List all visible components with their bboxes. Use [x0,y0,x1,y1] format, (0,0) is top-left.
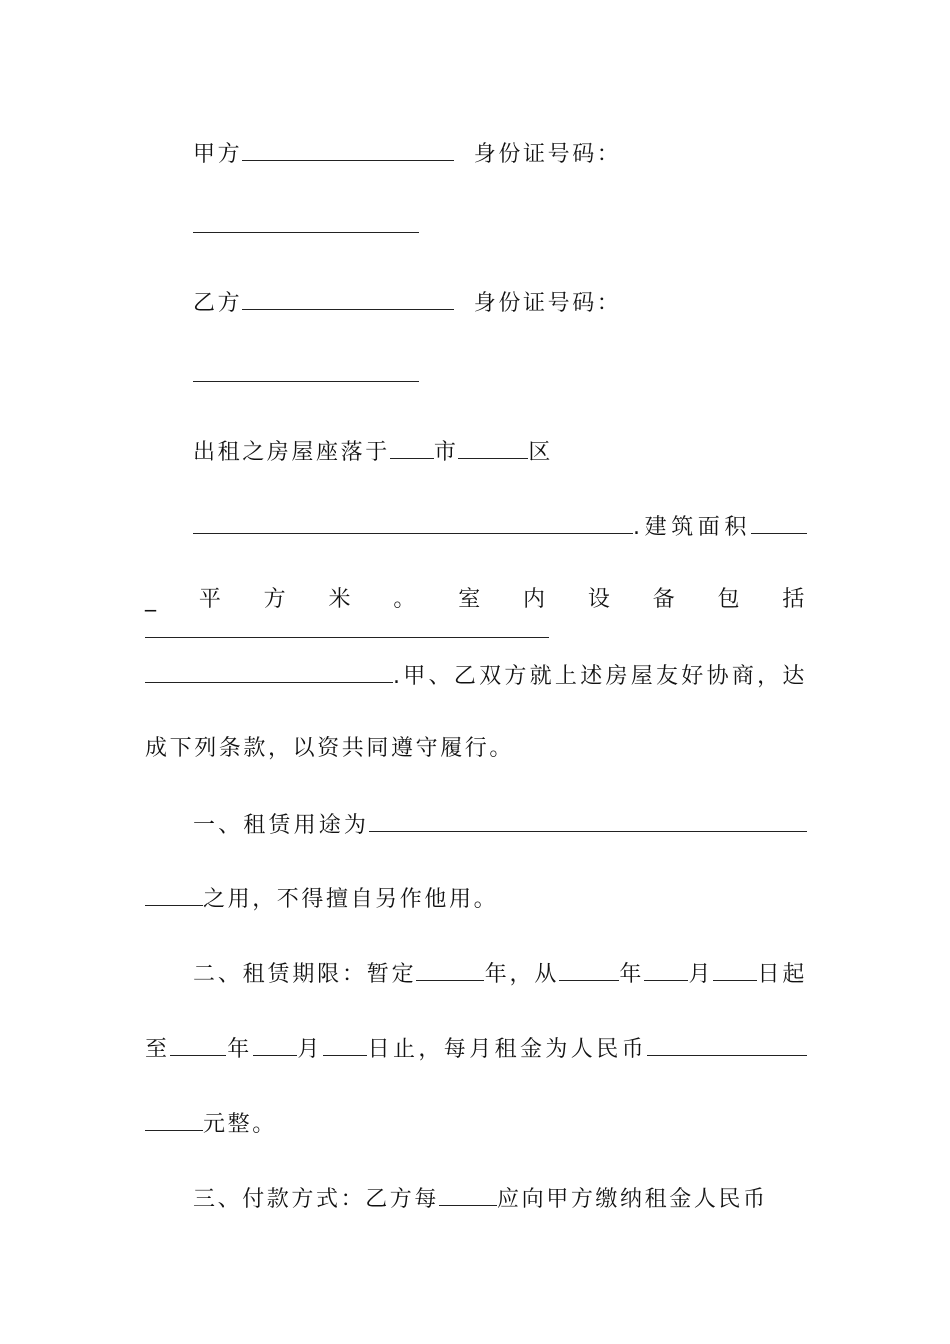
payment-label: 三、付款方式：乙方每 [193,1187,440,1212]
rent-label: 日止，每月租金为人民币 [366,1037,647,1062]
city-blank [390,436,434,459]
rent-end-line [145,1108,807,1140]
address-blank [193,511,633,534]
equipment-blank-cont [145,660,393,683]
end-year-label: 年 [226,1037,253,1062]
party-b-id-line [193,359,807,391]
start-day-label: 日起 [757,962,807,987]
end-to-label: 至 [145,1037,171,1062]
party-a-id-line [193,210,807,242]
purpose-end-line [145,883,807,915]
end-month-label: 月 [296,1037,323,1062]
start-month-blank [644,958,688,981]
address-area-line [193,511,807,543]
rent-line [145,1033,807,1065]
rent-end-text: 元整。 [203,1112,277,1137]
end-day-blank [323,1033,367,1056]
payment-line [193,1183,807,1215]
term-label: 二、租赁期限：暂定 [193,962,417,987]
party-a-id-label: 身份证号码： [473,142,622,167]
party-b-id-blank [193,359,419,382]
agreement-line [145,660,807,692]
party-b-label: 乙方 [193,291,243,316]
equipment-line [145,585,807,647]
start-month-label: 月 [688,962,714,987]
agreement-text: .甲、乙双方就上述房屋友好协商，达 [393,664,807,689]
party-b-line [193,287,807,319]
party-a-label: 甲方 [193,142,243,167]
payment-period-blank [439,1183,497,1206]
terms-intro-text: 成下列条款，以资共同遵守履行。 [145,736,515,761]
start-day-blank [713,958,757,981]
rent-amount-blank-cont [145,1108,203,1131]
start-year-blank [559,958,619,981]
location-label: 出租之房屋座落于 [193,440,390,465]
end-year-blank [170,1033,226,1056]
party-a-line [193,138,807,170]
purpose-line [193,809,807,841]
start-year-label: 年 [619,962,645,987]
term-years-blank [416,958,484,981]
equipment-label: _平方米。室内设备包括 [145,587,807,612]
equipment-blank [145,615,549,638]
rent-amount-blank [647,1033,807,1056]
party-a-id-blank [193,210,419,233]
district-label: 区 [528,440,554,465]
end-month-blank [253,1033,297,1056]
party-b-name-blank [242,287,454,310]
party-b-id-label: 身份证号码： [473,291,622,316]
term-year-from: 年，从 [484,962,560,987]
party-a-name-blank [242,138,454,161]
term-line [193,958,807,990]
area-blank [751,511,807,534]
city-label: 市 [433,440,459,465]
purpose-blank-cont [145,883,203,906]
purpose-label: 一、租赁用途为 [193,813,369,838]
location-line [193,436,807,468]
purpose-end-text: 之用，不得擅自另作他用。 [203,887,499,912]
payment-text: 应向甲方缴纳租金人民币 [497,1187,768,1212]
purpose-blank [369,809,807,832]
terms-intro-line [145,734,807,764]
district-blank [458,436,528,459]
area-label: .建筑面积 [633,515,751,540]
